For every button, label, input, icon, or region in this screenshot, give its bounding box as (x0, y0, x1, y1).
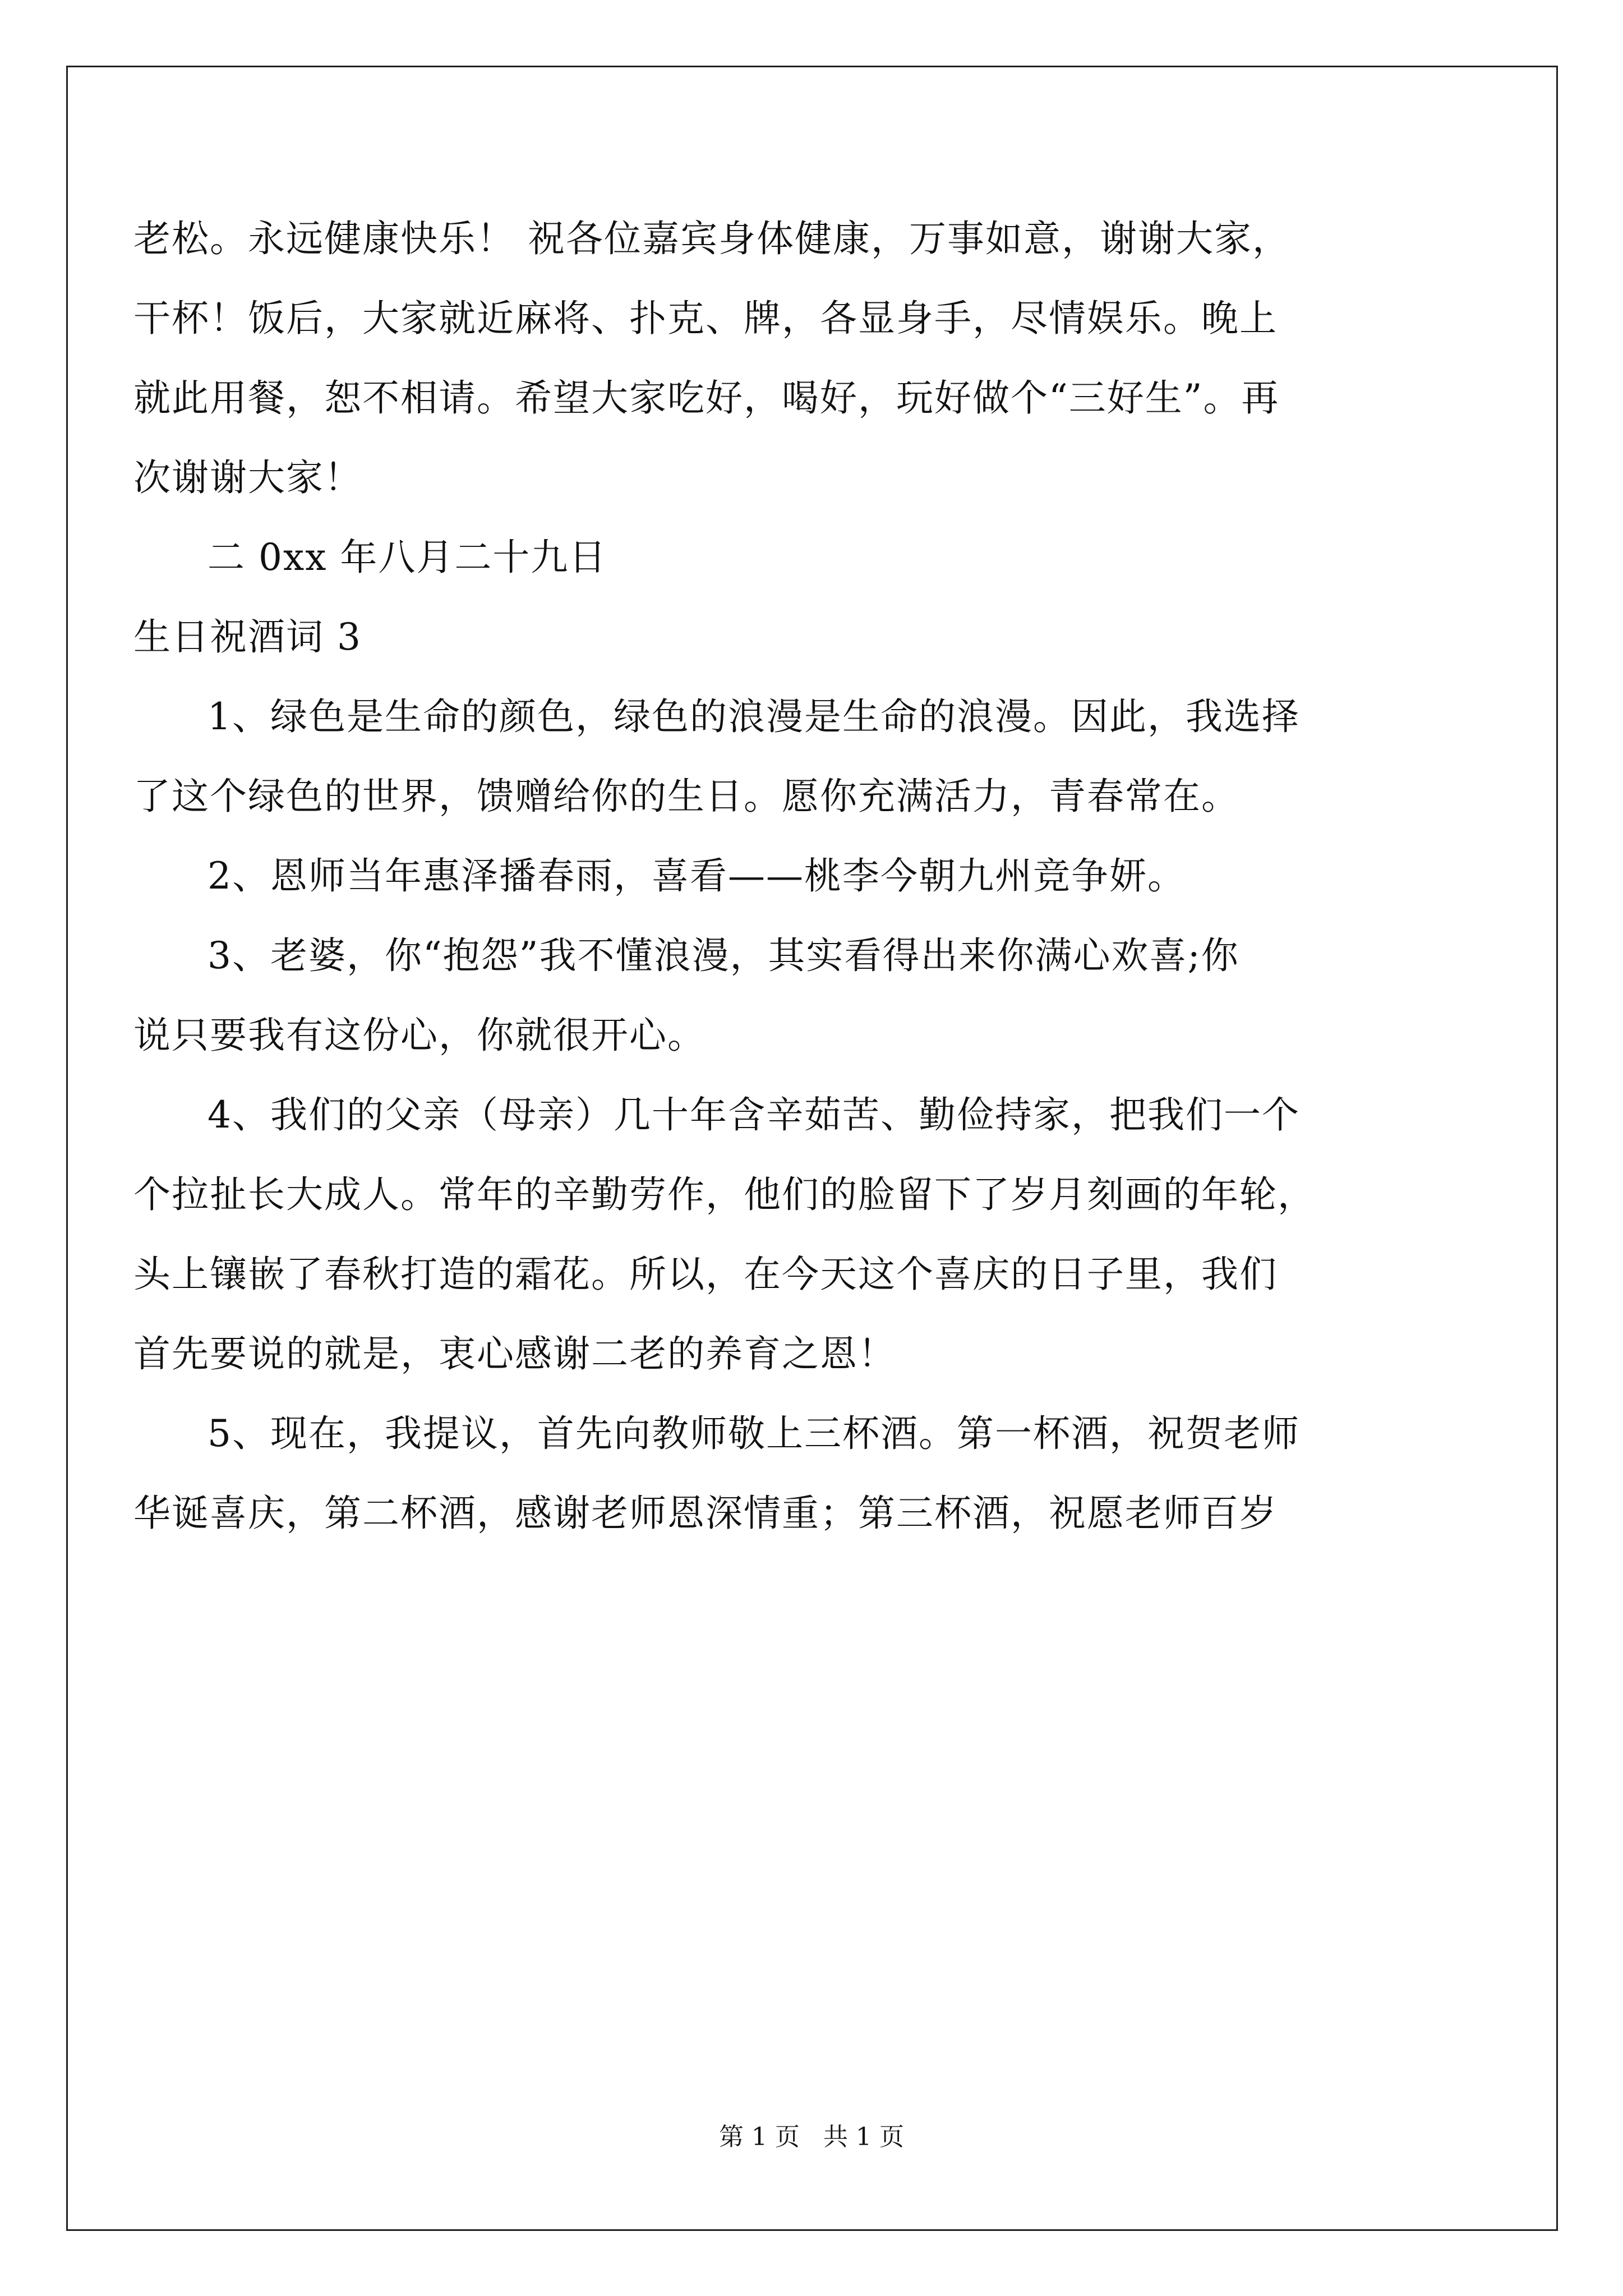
page-number: 第 1 页 (719, 2123, 800, 2151)
text-line: 2、恩师当年惠泽播春雨，喜看——桃李今朝九州竞争妍。 (208, 854, 1186, 898)
date-line: 二 0xx 年八月二十九日 (208, 536, 607, 579)
text-line: 3、老婆，你“抱怨”我不懂浪漫，其实看得出来你满心欢喜;你 (208, 934, 1239, 977)
text-line: 了这个绿色的世界，馈赠给你的生日。愿你充满活力，青春常在。 (133, 775, 1239, 818)
text-line: 头上镶嵌了春秋打造的霜花。所以，在今天这个喜庆的日子里，我们 (133, 1253, 1278, 1296)
text-line: 5、现在，我提议，首先向教师敬上三杯酒。第一杯酒，祝贺老师 (208, 1412, 1300, 1455)
page-footer (0, 2120, 1623, 2154)
text-line: 华诞喜庆，第二杯酒，感谢老师恩深情重；第三杯酒，祝愿老师百岁 (133, 1492, 1278, 1535)
text-line: 次谢谢大家！ (133, 456, 362, 499)
page-total: 共 1 页 (823, 2123, 904, 2151)
text-line: 说只要我有这份心，你就很开心。 (133, 1014, 706, 1057)
text-line: 1、绿色是生命的颜色，绿色的浪漫是生命的浪漫。因此，我选择 (208, 695, 1300, 738)
text-line: 4、我们的父亲（母亲）几十年含辛茹苦、勤俭持家，把我们一个 (208, 1093, 1300, 1137)
text-line: 老松。永远健康快乐！ 祝各位嘉宾身体健康，万事如意，谢谢大家， (133, 217, 1290, 260)
section-heading: 生日祝酒词 3 (133, 615, 362, 659)
text-line: 干杯！饭后，大家就近麻将、扑克、牌，各显身手，尽情娱乐。晚上 (133, 297, 1278, 340)
text-line: 就此用餐，恕不相请。希望大家吃好，喝好，玩好做个“三好生”。再 (133, 376, 1280, 420)
text-line: 首先要说的就是，衷心感谢二老的养育之恩！ (133, 1332, 896, 1375)
text-line: 个拉扯长大成人。常年的辛勤劳作，他们的脸留下了岁月刻画的年轮， (133, 1173, 1316, 1216)
document-body (133, 199, 1491, 1553)
